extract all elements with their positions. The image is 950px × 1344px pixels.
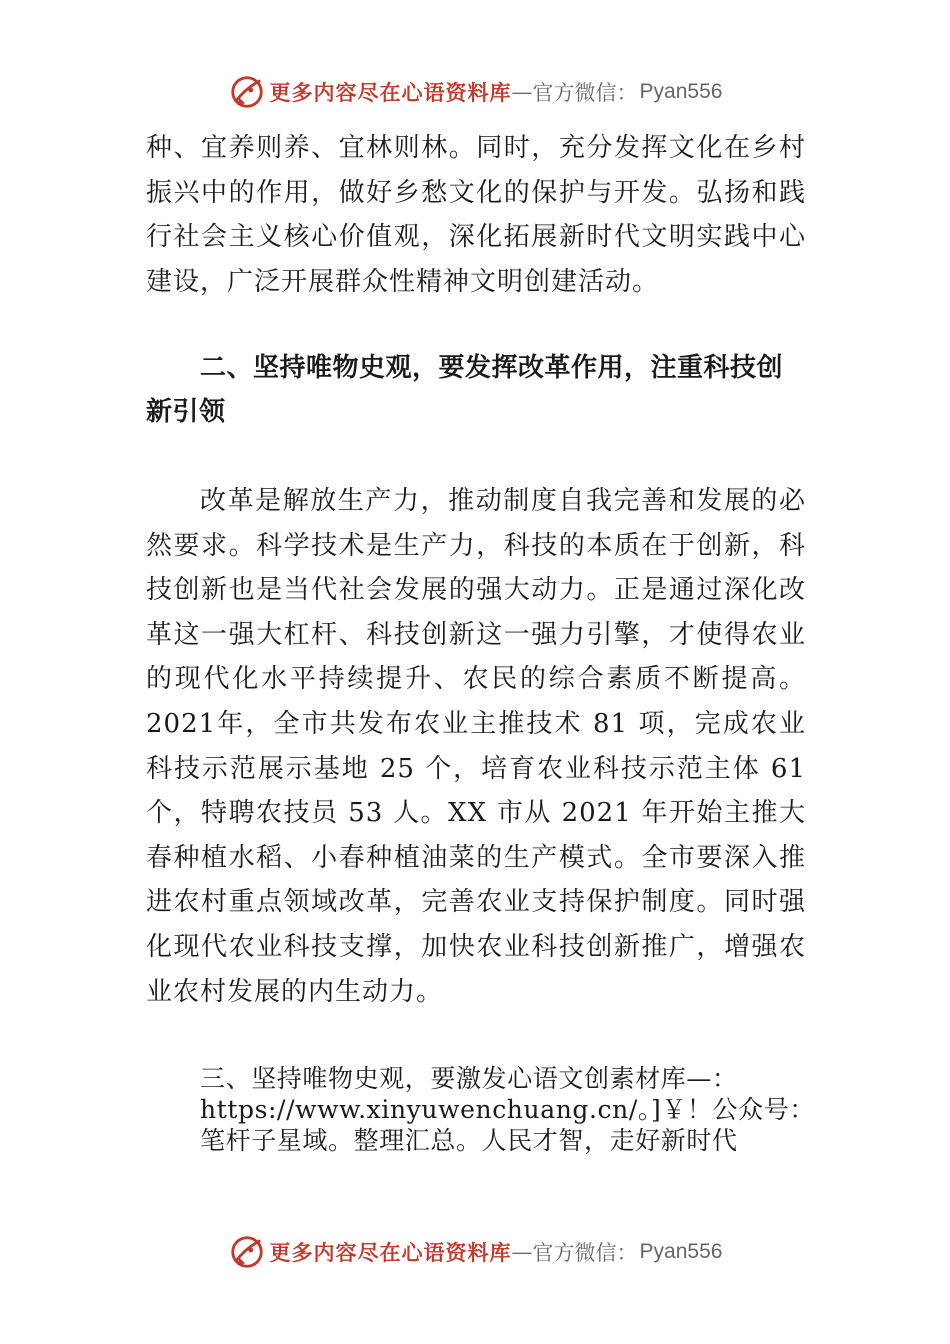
banner-wechat-id: Pyan556 xyxy=(639,1240,723,1263)
banner-red-text: 更多内容尽在心语资料库 xyxy=(269,1240,512,1265)
section-3-line-2: https://www.xinyuwenchuang.cn/。]￥！公众号： xyxy=(200,1095,815,1124)
banner-gray-text: 官方微信： xyxy=(532,81,638,105)
pen-logo-icon xyxy=(228,1233,266,1271)
header-banner xyxy=(0,72,950,112)
banner-red-text: 更多内容尽在心语资料库 xyxy=(269,80,512,105)
paragraph-continuation: 种、宜养则养、宜林则林。同时，充分发挥文化在乡村振兴中的作用，做好乡愁文化的保护与开发。弘扬和践行社会主义核心价值观，深化拓展新时代文明实践中心建设，广泛开展群众性精神文明创建活动。 xyxy=(146,133,806,297)
pen-logo-icon xyxy=(228,73,266,111)
section-heading-2: 二、坚持唯物史观，要发挥改革作用，注重科技创新引领 xyxy=(146,353,784,427)
banner-dash: — xyxy=(511,1240,533,1264)
banner-wechat-id: Pyan556 xyxy=(639,80,723,103)
paragraph-reform: 改革是解放生产力，推动制度自我完善和发展的必然要求。科学技术是生产力，科技的本质在于创新，科技创新也是当代社会发展的强大动力。正是通过深化改革这一强大杠杆、科技创新这一强力引擎，才使得农业的现代化水平持续提升、农民的综合素质不断提高。2021年，全市共发布农业主推技术 81 项，完成农业科技示范展示基地 25 个，培育农业科技示范主体 61 个，特聘农技员 53 人。XX 市从 2021 年开始主推大春种植水稻、小春种植油菜的生产模式。全市要深入推进农村重点领域改革，完善农业支持保护制度。同时强化现代农业科技支撑，加快农业科技创新推广，增强农业农村发展的内生动力。 xyxy=(146,486,806,1007)
section-3-line-3: 笔杆子星域。整理汇总。人民才智，走好新时代 xyxy=(200,1126,738,1155)
footer-banner xyxy=(0,1232,950,1272)
section-3-line-1: 三、坚持唯物史观，要激发心语文创素材库—： xyxy=(200,1064,738,1093)
banner-dash: — xyxy=(511,80,533,104)
banner-gray-text: 官方微信： xyxy=(532,1241,638,1265)
